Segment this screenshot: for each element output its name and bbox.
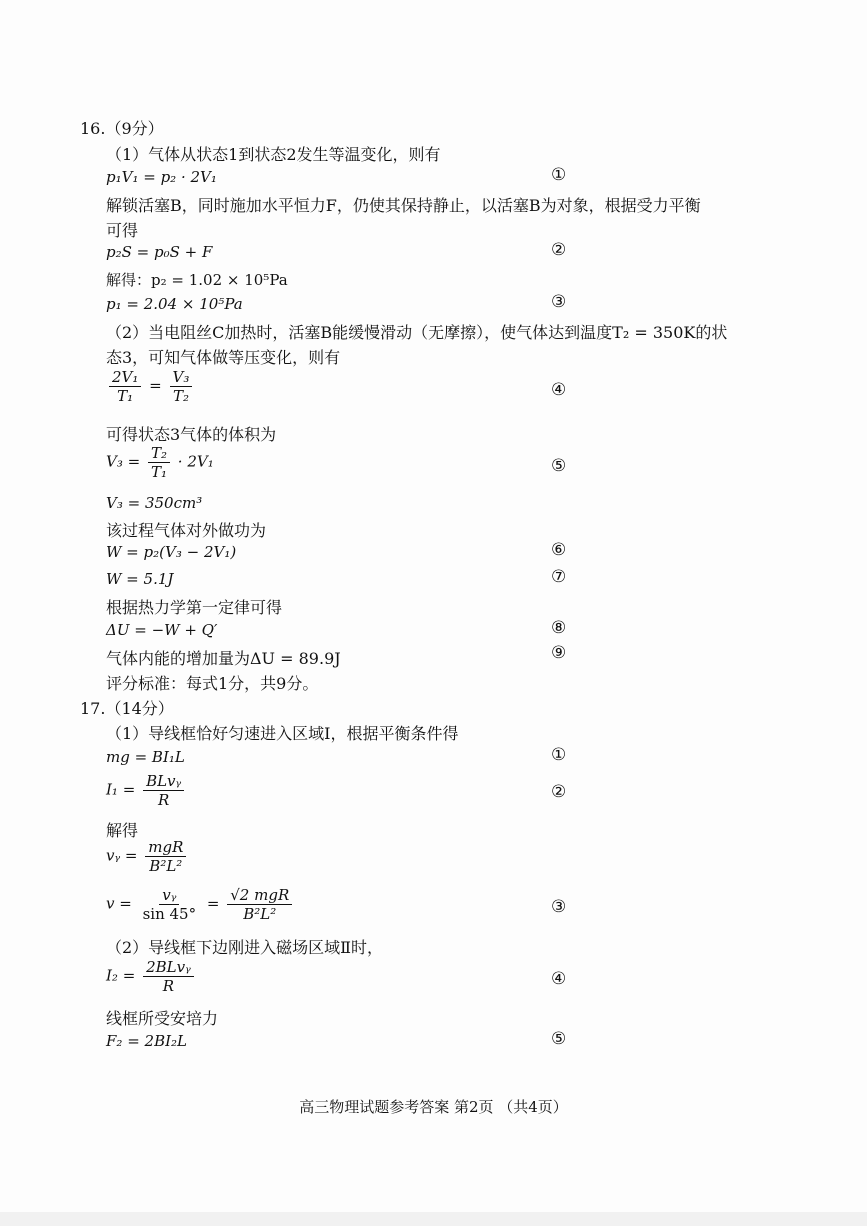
q16-part2-intro: （2）当电阻丝C加热时，活塞B能缓慢滑动（无摩擦），使气体达到温度T₂ = 350K的状 bbox=[106, 323, 728, 342]
fraction bbox=[143, 958, 194, 995]
q16-eq4 bbox=[106, 368, 195, 405]
q16-marker-1: ① bbox=[551, 165, 567, 185]
q16-v3-value: V₃ = 350cm³ bbox=[106, 494, 203, 512]
fraction-numerator: vᵧ bbox=[159, 886, 179, 905]
formula-lhs: v = bbox=[106, 894, 132, 913]
fraction bbox=[140, 886, 200, 923]
q16-text-first-law: 根据热力学第一定律可得 bbox=[106, 598, 283, 617]
fraction-denominator: T₁ bbox=[117, 387, 134, 405]
q16-text-volume: 可得状态3气体的体积为 bbox=[106, 425, 277, 444]
fraction bbox=[145, 838, 186, 875]
q17-part2-intro: （2）导线框下边刚进入磁场区域Ⅱ时， bbox=[106, 938, 384, 957]
q16-scoring: 评分标准：每式1分，共9分。 bbox=[106, 674, 319, 693]
fraction-denominator: T₁ bbox=[150, 463, 167, 481]
formula-lhs: vᵧ = bbox=[106, 846, 138, 865]
q16-part1-intro: （1）气体从状态1到状态2发生等温变化，则有 bbox=[106, 145, 441, 164]
fraction-denominator: B²L² bbox=[149, 857, 183, 875]
fraction-denominator: B²L² bbox=[243, 905, 277, 923]
q17-text-solve: 解得 bbox=[106, 821, 139, 840]
q16-text-obtain: 可得 bbox=[106, 221, 139, 240]
fraction-numerator: 2BLvᵧ bbox=[143, 958, 194, 977]
q16-header: 16.（9分） bbox=[80, 119, 164, 138]
formula-lhs: I₁ = bbox=[106, 780, 136, 799]
fraction-numerator: mgR bbox=[145, 838, 186, 857]
fraction bbox=[148, 444, 170, 481]
equals-sign: = bbox=[206, 894, 220, 913]
q16-eq7: W = 5.1J bbox=[106, 570, 174, 588]
fraction-numerator: 2V₁ bbox=[109, 368, 141, 387]
q16-text-unlock: 解锁活塞B，同时施加水平恒力F，仍使其保持静止，以活塞B为对象，根据受力平衡 bbox=[106, 196, 701, 215]
equals-sign: = bbox=[149, 376, 162, 395]
page-footer: 高三物理试题参考答案 第2页 （共4页） bbox=[299, 1098, 568, 1116]
q16-solve-p2: 解得：p₂ = 1.02 × 10⁵Pa bbox=[106, 271, 288, 289]
fraction-denominator: R bbox=[157, 791, 170, 809]
fraction-numerator: V₃ bbox=[170, 368, 193, 387]
q17-eq2 bbox=[106, 772, 187, 809]
q17-eq3 bbox=[106, 886, 295, 923]
q17-eq-vy bbox=[106, 838, 189, 875]
q16-eq3: p₁ = 2.04 × 10⁵Pa bbox=[106, 295, 243, 313]
formula-lhs: I₂ = bbox=[106, 966, 136, 985]
fraction-numerator: BLvᵧ bbox=[143, 772, 184, 791]
fraction bbox=[170, 368, 193, 405]
q16-internal-energy: 气体内能的增加量为ΔU = 89.9J bbox=[106, 649, 341, 668]
fraction bbox=[143, 772, 184, 809]
fraction-numerator: √2 mgR bbox=[227, 886, 292, 905]
q16-marker-7: ⑦ bbox=[551, 567, 567, 587]
q16-eq8: ΔU = −W + Q′ bbox=[106, 621, 218, 639]
q17-marker-1: ① bbox=[551, 745, 567, 765]
formula-lhs: V₃ = bbox=[106, 452, 141, 471]
fraction-numerator: T₂ bbox=[148, 444, 170, 463]
formula-rhs: · 2V₁ bbox=[177, 452, 214, 471]
q16-marker-5: ⑤ bbox=[551, 456, 567, 476]
q16-marker-3: ③ bbox=[551, 292, 567, 312]
q16-marker-2: ② bbox=[551, 240, 567, 260]
q17-eq5: F₂ = 2BI₂L bbox=[106, 1032, 187, 1050]
q17-text-ampere-force: 线框所受安培力 bbox=[106, 1009, 219, 1028]
q16-eq5 bbox=[106, 444, 214, 481]
q16-eq2: p₂S = p₀S + F bbox=[106, 243, 213, 261]
q17-marker-4: ④ bbox=[551, 969, 567, 989]
q16-eq6: W = p₂(V₃ − 2V₁) bbox=[106, 543, 237, 561]
q16-marker-4: ④ bbox=[551, 380, 567, 400]
fraction-denominator: T₂ bbox=[172, 387, 189, 405]
q16-eq1: p₁V₁ = p₂ · 2V₁ bbox=[106, 168, 217, 186]
q16-marker-6: ⑥ bbox=[551, 540, 567, 560]
q17-eq4 bbox=[106, 958, 197, 995]
q17-eq1: mg = BI₁L bbox=[106, 748, 185, 766]
q16-marker-8: ⑧ bbox=[551, 618, 567, 638]
q17-header: 17.（14分） bbox=[80, 699, 174, 718]
q17-part1-intro: （1）导线框恰好匀速进入区域Ⅰ，根据平衡条件得 bbox=[106, 724, 459, 743]
fraction-denominator: sin 45° bbox=[142, 905, 197, 923]
q16-part2-intro-cont: 态3，可知气体做等压变化，则有 bbox=[106, 348, 341, 367]
fraction-denominator: R bbox=[162, 977, 175, 995]
q16-text-work: 该过程气体对外做功为 bbox=[106, 521, 267, 540]
q16-marker-9: ⑨ bbox=[551, 643, 567, 663]
q17-marker-3: ③ bbox=[551, 897, 567, 917]
fraction bbox=[109, 368, 141, 405]
scan-bottom-edge bbox=[0, 1212, 867, 1226]
q17-marker-2: ② bbox=[551, 782, 567, 802]
q17-marker-5: ⑤ bbox=[551, 1029, 567, 1049]
fraction bbox=[227, 886, 292, 923]
